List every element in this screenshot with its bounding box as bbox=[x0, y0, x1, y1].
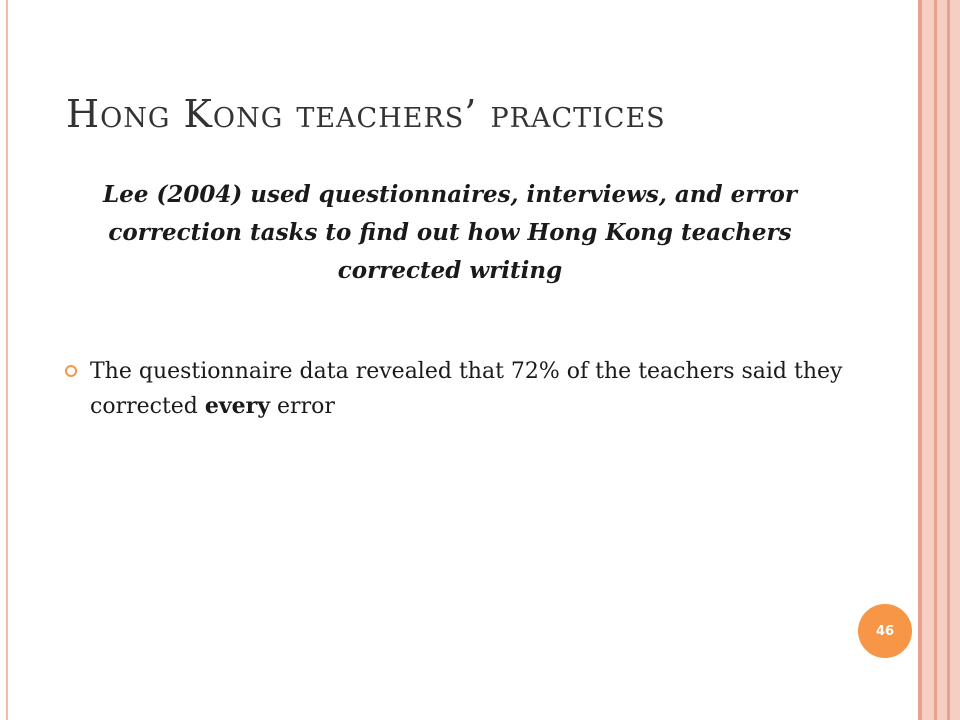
bullet-text bbox=[90, 354, 844, 424]
bullet-emphasis: every bbox=[204, 393, 271, 419]
slide-left-border bbox=[6, 0, 8, 720]
bullet-item bbox=[64, 354, 844, 424]
bullet-text-before: The questionnaire data revealed that 72% of the teachers said they corrected bbox=[90, 359, 843, 419]
decorative-right-stripes bbox=[918, 0, 960, 720]
ring-bullet-icon bbox=[64, 364, 78, 378]
stripe-6 bbox=[950, 0, 960, 720]
slide-title: Hong Kong teachers’ practices bbox=[66, 92, 666, 136]
slide-subtitle: Lee (2004) used questionnaires, interviews, and error correction tasks to find out how Hong Kong teachers corrected writing bbox=[103, 181, 797, 284]
stripe-2 bbox=[922, 0, 934, 720]
bullet-text-after: error bbox=[270, 394, 335, 419]
stripe-4 bbox=[937, 0, 947, 720]
ring-bullet-circle bbox=[66, 366, 76, 376]
page-number-badge: 46 bbox=[858, 604, 912, 658]
